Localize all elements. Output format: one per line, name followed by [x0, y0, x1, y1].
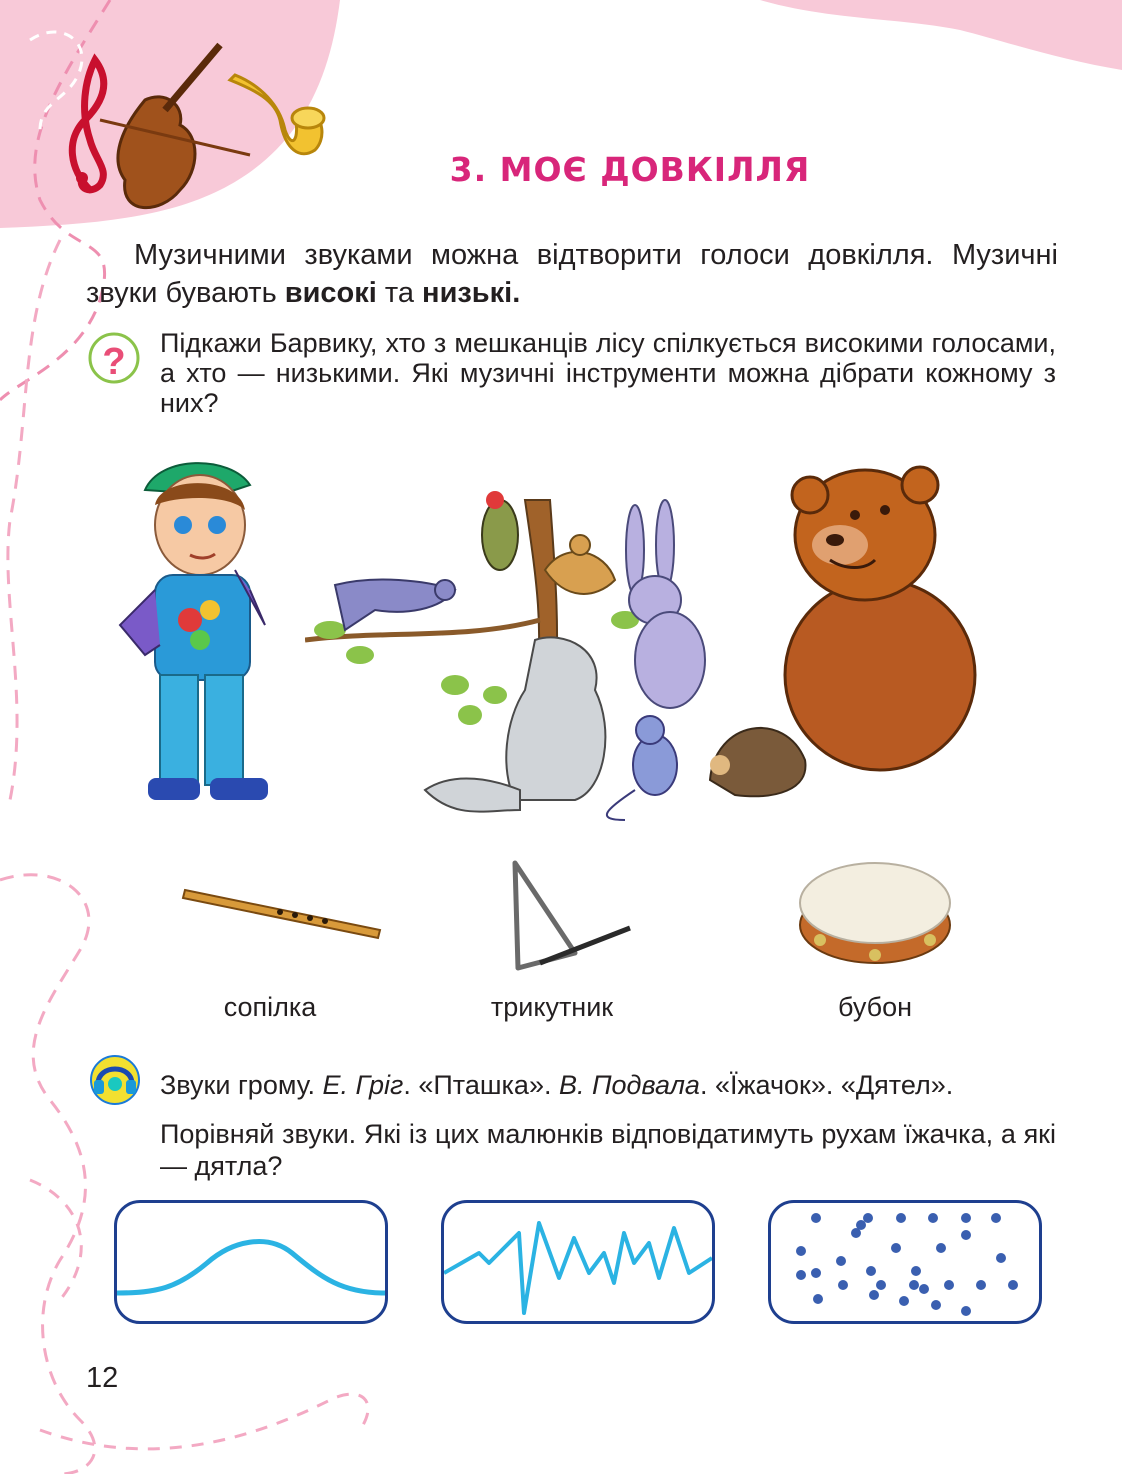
sopilka-icon: [180, 880, 385, 940]
intro-bold-high: високі: [284, 277, 377, 309]
smooth-wave-graph: [117, 1203, 385, 1321]
label-triangle: трикутник: [490, 992, 614, 1022]
mouse-icon: [607, 716, 677, 820]
composer-podvala: В. Подвала: [558, 1070, 700, 1100]
piece-hedgehog-woodpecker: . «Їжачок». «Дятел».: [699, 1070, 954, 1100]
composer-grieg: Е. Гріг: [322, 1070, 404, 1100]
headphones-icon: [88, 1054, 142, 1106]
intro-text-middle: та: [376, 277, 423, 309]
dashed-curve-left-2: [8, 240, 60, 800]
dashed-curve-left-4: [30, 1180, 81, 1300]
intro-bold-low: низькі.: [422, 277, 521, 309]
dashed-curve-left-3: [0, 875, 95, 1474]
triangle-instrument-icon: [500, 858, 635, 973]
bird-icon: [335, 580, 455, 630]
label-sopilka: сопілка: [223, 992, 317, 1022]
listening-line: [160, 1066, 1060, 1104]
dots-graph: [771, 1203, 1039, 1321]
dots-box: [768, 1200, 1042, 1324]
woodpecker-icon: [482, 491, 518, 570]
question-icon: [88, 330, 140, 386]
wolf-icon: [425, 637, 605, 811]
header-instruments: [40, 30, 340, 230]
page-number: 12: [86, 1362, 119, 1394]
question-text: Підкажи Барвику, хто з мешканців лісу спілкується високими голосами, а хто — низькими. Які музичні інструменти можна дібрати кожному з них?: [160, 328, 1056, 418]
intro-text: Музичними звуками можна відтворити голоси довкілля. Музичні звуки бувають: [86, 239, 1058, 309]
jagged-wave-box: [441, 1200, 715, 1324]
piece-bird: . «Пташка».: [403, 1070, 559, 1100]
jagged-wave-graph: [444, 1203, 712, 1321]
svg-text:?: ?: [102, 341, 126, 383]
treble-clef-icon: [72, 60, 103, 190]
listening-prefix: Звуки грому.: [160, 1070, 323, 1100]
boy-illustration: [100, 450, 280, 810]
label-tambourine: бубон: [837, 992, 913, 1022]
dashed-curve-bottom: [40, 1394, 368, 1449]
pink-blob-top-right: [760, 0, 1122, 70]
bear-illustration: [770, 455, 990, 775]
violin-icon: [100, 45, 250, 208]
saxophone-icon: [230, 75, 324, 154]
page-title: 3. МОЄ ДОВКІЛЛЯ: [449, 150, 811, 189]
smooth-wave-box: [114, 1200, 388, 1324]
compare-text: Порівняй звуки. Які із цих малюнків відповідатимуть рухам їжачка, а які — дятла?: [160, 1119, 1056, 1181]
hare-icon: [626, 500, 705, 708]
forest-animals-illustration: [305, 490, 845, 830]
intro-paragraph: [86, 236, 1058, 312]
tambourine-icon: [795, 855, 955, 970]
